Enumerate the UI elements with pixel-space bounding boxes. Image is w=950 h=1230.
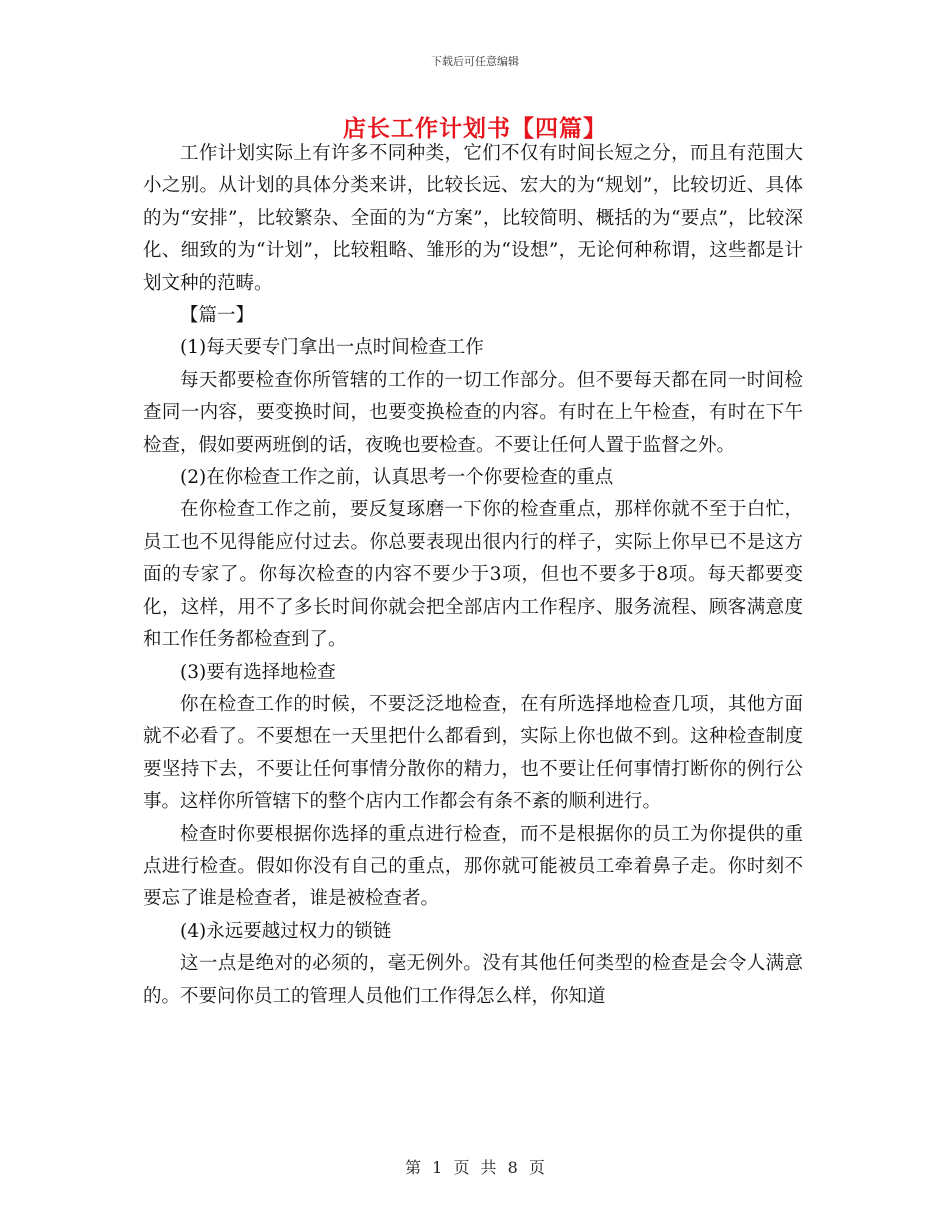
page-header-note: 下载后可任意编辑 (431, 55, 519, 68)
intro-paragraph: 工作计划实际上有许多不同种类，它们不仅有时间长短之分，而且有范围大小之别。从计划的具体分类来讲，比较长远、宏大的为“规划”，比较切近、具体的为“安排”，比较繁杂、全面的为“方案”，比较简明、概括的为“要点”，比较深化、细致的为“计划”，比较粗略、雏形的为“设想”，无论何种称谓，这些都是计划文种的范畴。 (143, 143, 803, 294)
item-heading: (4)永远要越过权力的锁链 (180, 920, 392, 942)
body-paragraph: 你在检查工作的时候，不要泛泛地检查，在有所选择地检查几项，其他方面就不必看了。不要想在一天里把什么都看到，实际上你也做不到。这种检查制度要坚持下去，不要让任何事情分散你的精力，也不要让任何事情打断你的例行公事。这样你所管辖下的整个店内工作都会有条不紊的顺利进行。 (143, 693, 803, 813)
section-heading: 【篇一】 (180, 305, 255, 327)
body-paragraph: 每天都要检查你所管辖的工作的一切工作部分。但不要每天都在同一时间检查同一内容，要变换时间，也要变换检查的内容。有时在上午检查，有时在下午检查，假如要两班倒的话，夜晚也要检查。不要让任何人置于监督之外。 (143, 369, 803, 456)
document-title: 店长工作计划书【四篇】 (343, 115, 607, 142)
page-number-footer: 第 1 页 共 8 页 (405, 1158, 545, 1177)
body-paragraph: 检查时你要根据你选择的重点进行检查，而不是根据你的员工为你提供的重点进行检查。假如你没有自己的重点，那你就可能被员工牵着鼻子走。你时刻不要忘了谁是检查者，谁是被检查者。 (143, 823, 803, 910)
item-heading: (1)每天要专门拿出一点时间检查工作 (180, 337, 484, 359)
body-paragraph: 这一点是绝对的必须的，毫无例外。没有其他任何类型的检查是会令人满意的。不要问你员工的管理人员他们工作得怎么样，你知道 (143, 953, 803, 1007)
item-heading: (2)在你检查工作之前，认真思考一个你要检查的重点 (180, 467, 614, 489)
document-body (143, 138, 803, 1013)
body-paragraph: 在你检查工作之前，要反复琢磨一下你的检查重点，那样你就不至于白忙，员工也不见得能应付过去。你总要表现出很内行的样子，实际上你早已不是这方面的专家了。你每次检查的内容不要少于3项，但也不要多于8项。每天都要变化，这样，用不了多长时间你就会把全部店内工作程序、服务流程、顾客满意度和工作任务都检查到了。 (143, 499, 803, 651)
item-heading: (3)要有选择地检查 (180, 661, 336, 683)
